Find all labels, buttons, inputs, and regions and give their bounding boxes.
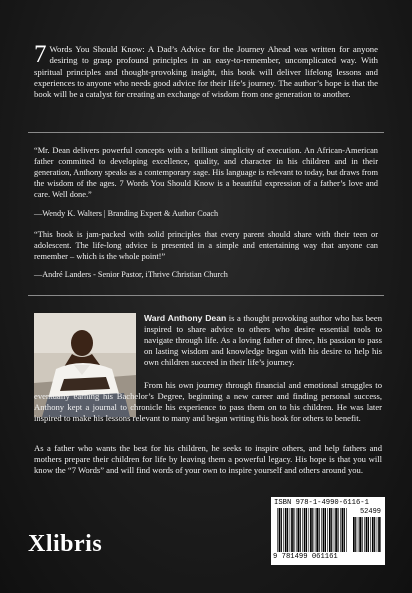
barcode-bar [293, 508, 294, 552]
barcode-bar [310, 508, 312, 552]
barcode-addon-bars [353, 517, 381, 552]
price-code: 52499 [359, 508, 381, 516]
barcode-bar [283, 508, 284, 552]
author-bio-intro [144, 313, 382, 368]
barcode-bar [342, 508, 344, 552]
divider-bottom [28, 295, 384, 296]
divider-top [28, 132, 384, 133]
author-name: Ward Anthony Dean [144, 313, 227, 323]
isbn-label: ISBN 978-1-4990-6116-1 [274, 499, 369, 507]
barcode-bar [321, 508, 322, 552]
barcode-bar [334, 508, 335, 552]
barcode-bar [364, 517, 365, 552]
barcode-bar [374, 517, 375, 552]
isbn-number: 9 781499 061161 [273, 553, 338, 561]
barcode-bar [362, 517, 363, 552]
barcode-bar [340, 508, 341, 552]
barcode-bar [287, 508, 288, 552]
barcode-bar [306, 508, 307, 552]
barcode-bar [316, 508, 318, 552]
barcode-bar [325, 508, 326, 552]
endorsement-1-quote: “Mr. Dean delivers powerful concepts with a brilliant simplicity of execution. An African-American father committed to developing excellence, quality, and character in his children and in their generation, Anthony speaks as a contemporary sage. His language is relevant to today, but draws from the wisdom of the ages. 7 Words You Should Know is a beautiful expression of a father’s love and care. Well done.” [34, 146, 378, 199]
barcode-bar [370, 517, 371, 552]
barcode-bar [329, 508, 331, 552]
barcode-bar [300, 508, 301, 552]
barcode-bar [335, 508, 337, 552]
barcode-bar [281, 508, 282, 552]
barcode-bar [296, 508, 297, 552]
barcode-bar [285, 508, 287, 552]
endorsement-2-quote: “This book is jam-packed with solid principles that every parent should share with their teen or adolescent. The life-long advice is presented in a simple and entertaining way that anyone can remember – which is the whole point!” [34, 230, 378, 261]
book-description [34, 41, 378, 100]
barcode-bar [331, 508, 332, 552]
author-bio-para2: From his own journey through financial and emotional struggles to eventually earning his Bachelor’s Degree, beginning a new career and finding personal success, Anthony kept a journal to chronicle his experience to pass them on to his children. He was later inspired to make his lessons relevant to many and began writing this book for others to benefit. [34, 380, 382, 424]
author-bio-intro-text: is a thought provoking author who has been inspired to share advice to others who desire essential tools to navigate through life. As a loving father of three, his passion to pass on lasting wisdom and knowledge began with his desire to help his own children succeed in their life’s journey. [144, 313, 382, 368]
barcode-bar [297, 508, 299, 552]
barcode-bar [355, 517, 356, 552]
barcode-bar [304, 508, 306, 552]
barcode-bar [366, 517, 368, 552]
barcode-bar [353, 517, 355, 552]
barcode-bar [319, 508, 320, 552]
barcode-bar [277, 508, 278, 552]
barcode-bar [323, 508, 325, 552]
publisher-logo: Xlibris [28, 531, 103, 557]
book-description-text: Words You Should Know: A Dad’s Advice for the Journey Ahead was written for anyone desiring to grasp profound principles in an easy-to-remember, uncomplicated way. With spiritual principles and thought-provoking insight, this book will deliver lifelong lessons and experiences to anyone who needs good advice for their life’s journey. The author’s hope is that the book will be a catalyst for creating an exchange of wisdom from one generation to another. [34, 44, 378, 100]
barcode-bar [359, 517, 361, 552]
barcode-bar [327, 508, 328, 552]
barcode-bar [377, 517, 378, 552]
barcode-bar [279, 508, 281, 552]
author-bio-para3: As a father who wants the best for his children, he seeks to inspire others, and help fathers and mothers prepare their children for life by leaving them a powerful legacy. His hope is that you will know the “7 Words” and will find words of your own to inspire yourself and others around you. [34, 443, 382, 476]
barcode-bar [290, 508, 291, 552]
barcode-bar [309, 508, 310, 552]
barcode-bar [380, 517, 381, 552]
endorsement-2-attribution: —André Landers - Senior Pastor, iThrive Christian Church [34, 270, 228, 279]
barcode-bar [368, 517, 369, 552]
drop-cap: 7 [34, 41, 47, 68]
barcode-bar [315, 508, 316, 552]
barcode-bar [312, 508, 313, 552]
barcode-bars [277, 508, 347, 552]
barcode-bar [337, 508, 338, 552]
barcode-bar [344, 508, 345, 552]
barcode-bar [291, 508, 293, 552]
barcode-bar [372, 517, 374, 552]
endorsement-1-attribution: —Wendy K. Walters | Branding Expert & Author Coach [34, 209, 219, 218]
barcode-bar [378, 517, 380, 552]
barcode-bar [358, 517, 359, 552]
barcode-bar [302, 508, 303, 552]
barcode-bar [346, 508, 347, 552]
isbn-barcode [271, 497, 385, 565]
